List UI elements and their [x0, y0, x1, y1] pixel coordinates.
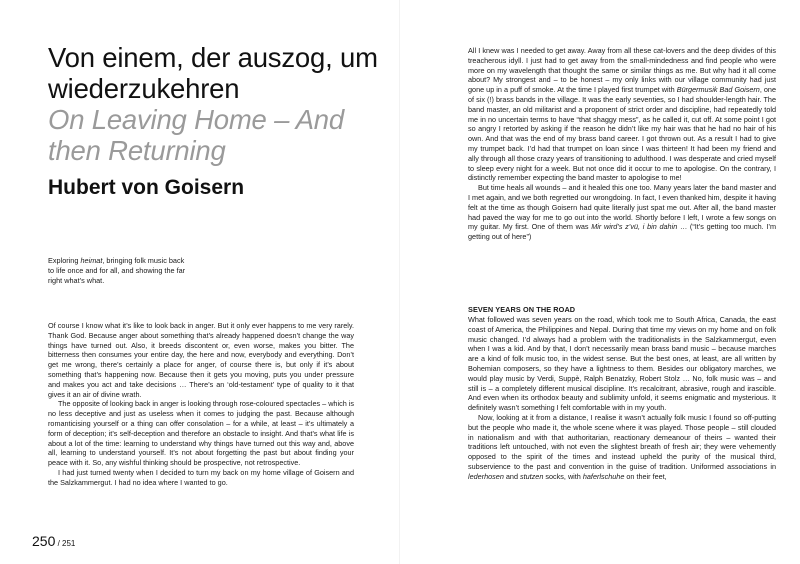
section-heading: SEVEN YEARS ON THE ROAD	[468, 305, 576, 314]
paragraph: But time heals all wounds – and it healed this one too. Many years later the band master and I met again, and we both regretted our wrongdoing. In fact, I even thanked him, despite it having felt at the time as though Goisern had quite literally just spat me out. After all, the band master had paved the way for me to go out into the world. Shortly before I left, I wrote a few songs on my guitar. My first. One of them was Mir wird’s z’vü, i bin dahin … (“It’s getting too much. I’m getting out of here”)	[468, 183, 776, 242]
title-german: Von einem, der auszog, um wiederzukehren	[48, 42, 378, 104]
intro-text: Exploring heimat, bringing folk music back to life once and for all, and showing the far right what’s what.	[48, 256, 186, 285]
paragraph: I had just turned twenty when I decided to turn my back on my home village of Goisern and the Salzkammergut. I had no idea where I wanted to go.	[48, 467, 354, 487]
paragraph: Of course I know what it’s like to look back in anger. But it only ever happens to me very rarely. Thank God. Because anger about something that’s already happened doesn’t change the way things have turned out. Also, it breeds discontent or, even worse, makes you bitter. The bitterness then consumes your entire day, the here and now, everybody and everything. Don’t get me wrong, there’s certainly a place for anger, of course there is, but only if it’s about something that’s happening now. Because then it gets you moving, puts you under pressure and makes you act and take decisions … There’s an ‘old-testament’ type of quality to it that gives it an air of divine wrath.	[48, 321, 354, 399]
paragraph: What followed was seven years on the road, which took me to South Africa, Canada, the east coast of America, the Philippines and Nepal. During that time my views on my home and on folk music changed. I’d always had a problem with the traditionalists in the Salzkammergut, even when I was a kid. And by that, I don’t necessarily mean brass band music – because marches are a kind of folk music too, in the widest sense. But the best ones, at least, are all written by Bohemian composers, so they have a lightness to them. Besides our obligatory marches, we would play music by Verdi, Suppè, Ralph Benatzky, Robert Stolz … No, folk music was – and still is – a completely different musical discipline. It’s recalcitrant, abrasive, rough and irascible. And even when its orthodox beauty and sublimity unfold, it seems enigmatic and mysterious. It definitely wasn’t something I felt comfortable with in my youth.	[468, 315, 776, 413]
title-english: On Leaving Home – And then Returning	[48, 104, 344, 166]
page-number-separator: /	[55, 539, 63, 548]
author-name: Hubert von Goisern	[48, 176, 245, 199]
paragraph: Now, looking at it from a distance, I realise it wasn’t actually folk music I found so off-putting but the people who made it, the whole scene where it was played. Those people – still clouded in nationalism and with that authoritarian, reactionary demeanour of theirs – wanted their traditions left untouched, with not even the slightest breath of fresh air; they were vehemently opposed to the spirit of the times and instead upheld the purity of the musical third, subservience to the past and convention in the guise of tradition. Uniformed associations in lederhosen and stutzen socks, with haferlschuhe on their feet,	[468, 412, 776, 481]
left-body-text	[48, 321, 354, 488]
page-number-current: 250	[32, 533, 56, 549]
right-page	[400, 0, 800, 564]
paragraph: All I knew was I needed to get away. Away from all these cat-lovers and the deep divides of this treacherous idyll. I just had to get away from the small-mindedness and find people who were more on my wavelength that thought the same or similar things as me. But why had it all come about? My strongest and – to be honest – my only links with our village community had just gone up in a puff of smoke. At the time I played first trumpet with Bürgermusik Bad Goisern, one of six (!) brass bands in the village. It was the early seventies, so I had shoulder-length hair. The band master, an old militarist and a proponent of strict order and discipline, had repeatedly told me in no uncertain terms to have “that shaggy mess”, as he called it, cut off. At some point I got so angry I retorted by asking if the reason he didn’t like my hair was that he had no hair of his own. And that was the end of my brass band career. I got thrown out. As a result I had to give my trumpet back. I’d had that trumpet on loan since I was thirteen! It had been my friend and ally through all those crazy years of transitioning to adulthood. I was desperate and cried myself to sleep every night for a week. But not once did it occur to me to apologise. On the contrary, I distinctly remember expecting the band master to apologise to me!	[468, 46, 776, 183]
paragraph: The opposite of looking back in anger is looking through rose-coloured spectacles – which is no less deceptive and just as useless when it comes to judging the past. Because although romanticising yourself or a thing can offer consolation – for a while, at least – it’s ultimately a form of deception; it’s self-deception and therefore an obstacle to insight. And that’s what life is about a lot of the time: learning to understand why things have turned out this way and, above all, learning to understand yourself. It’s not about forgetting the past but about finding your peace with it. So, any wishful thinking should be prospective, not retrospective.	[48, 399, 354, 468]
page-number	[32, 533, 75, 552]
right-body-text-bottom	[468, 305, 776, 482]
right-body-text-top	[468, 46, 776, 242]
page-number-next: 251	[62, 539, 76, 548]
